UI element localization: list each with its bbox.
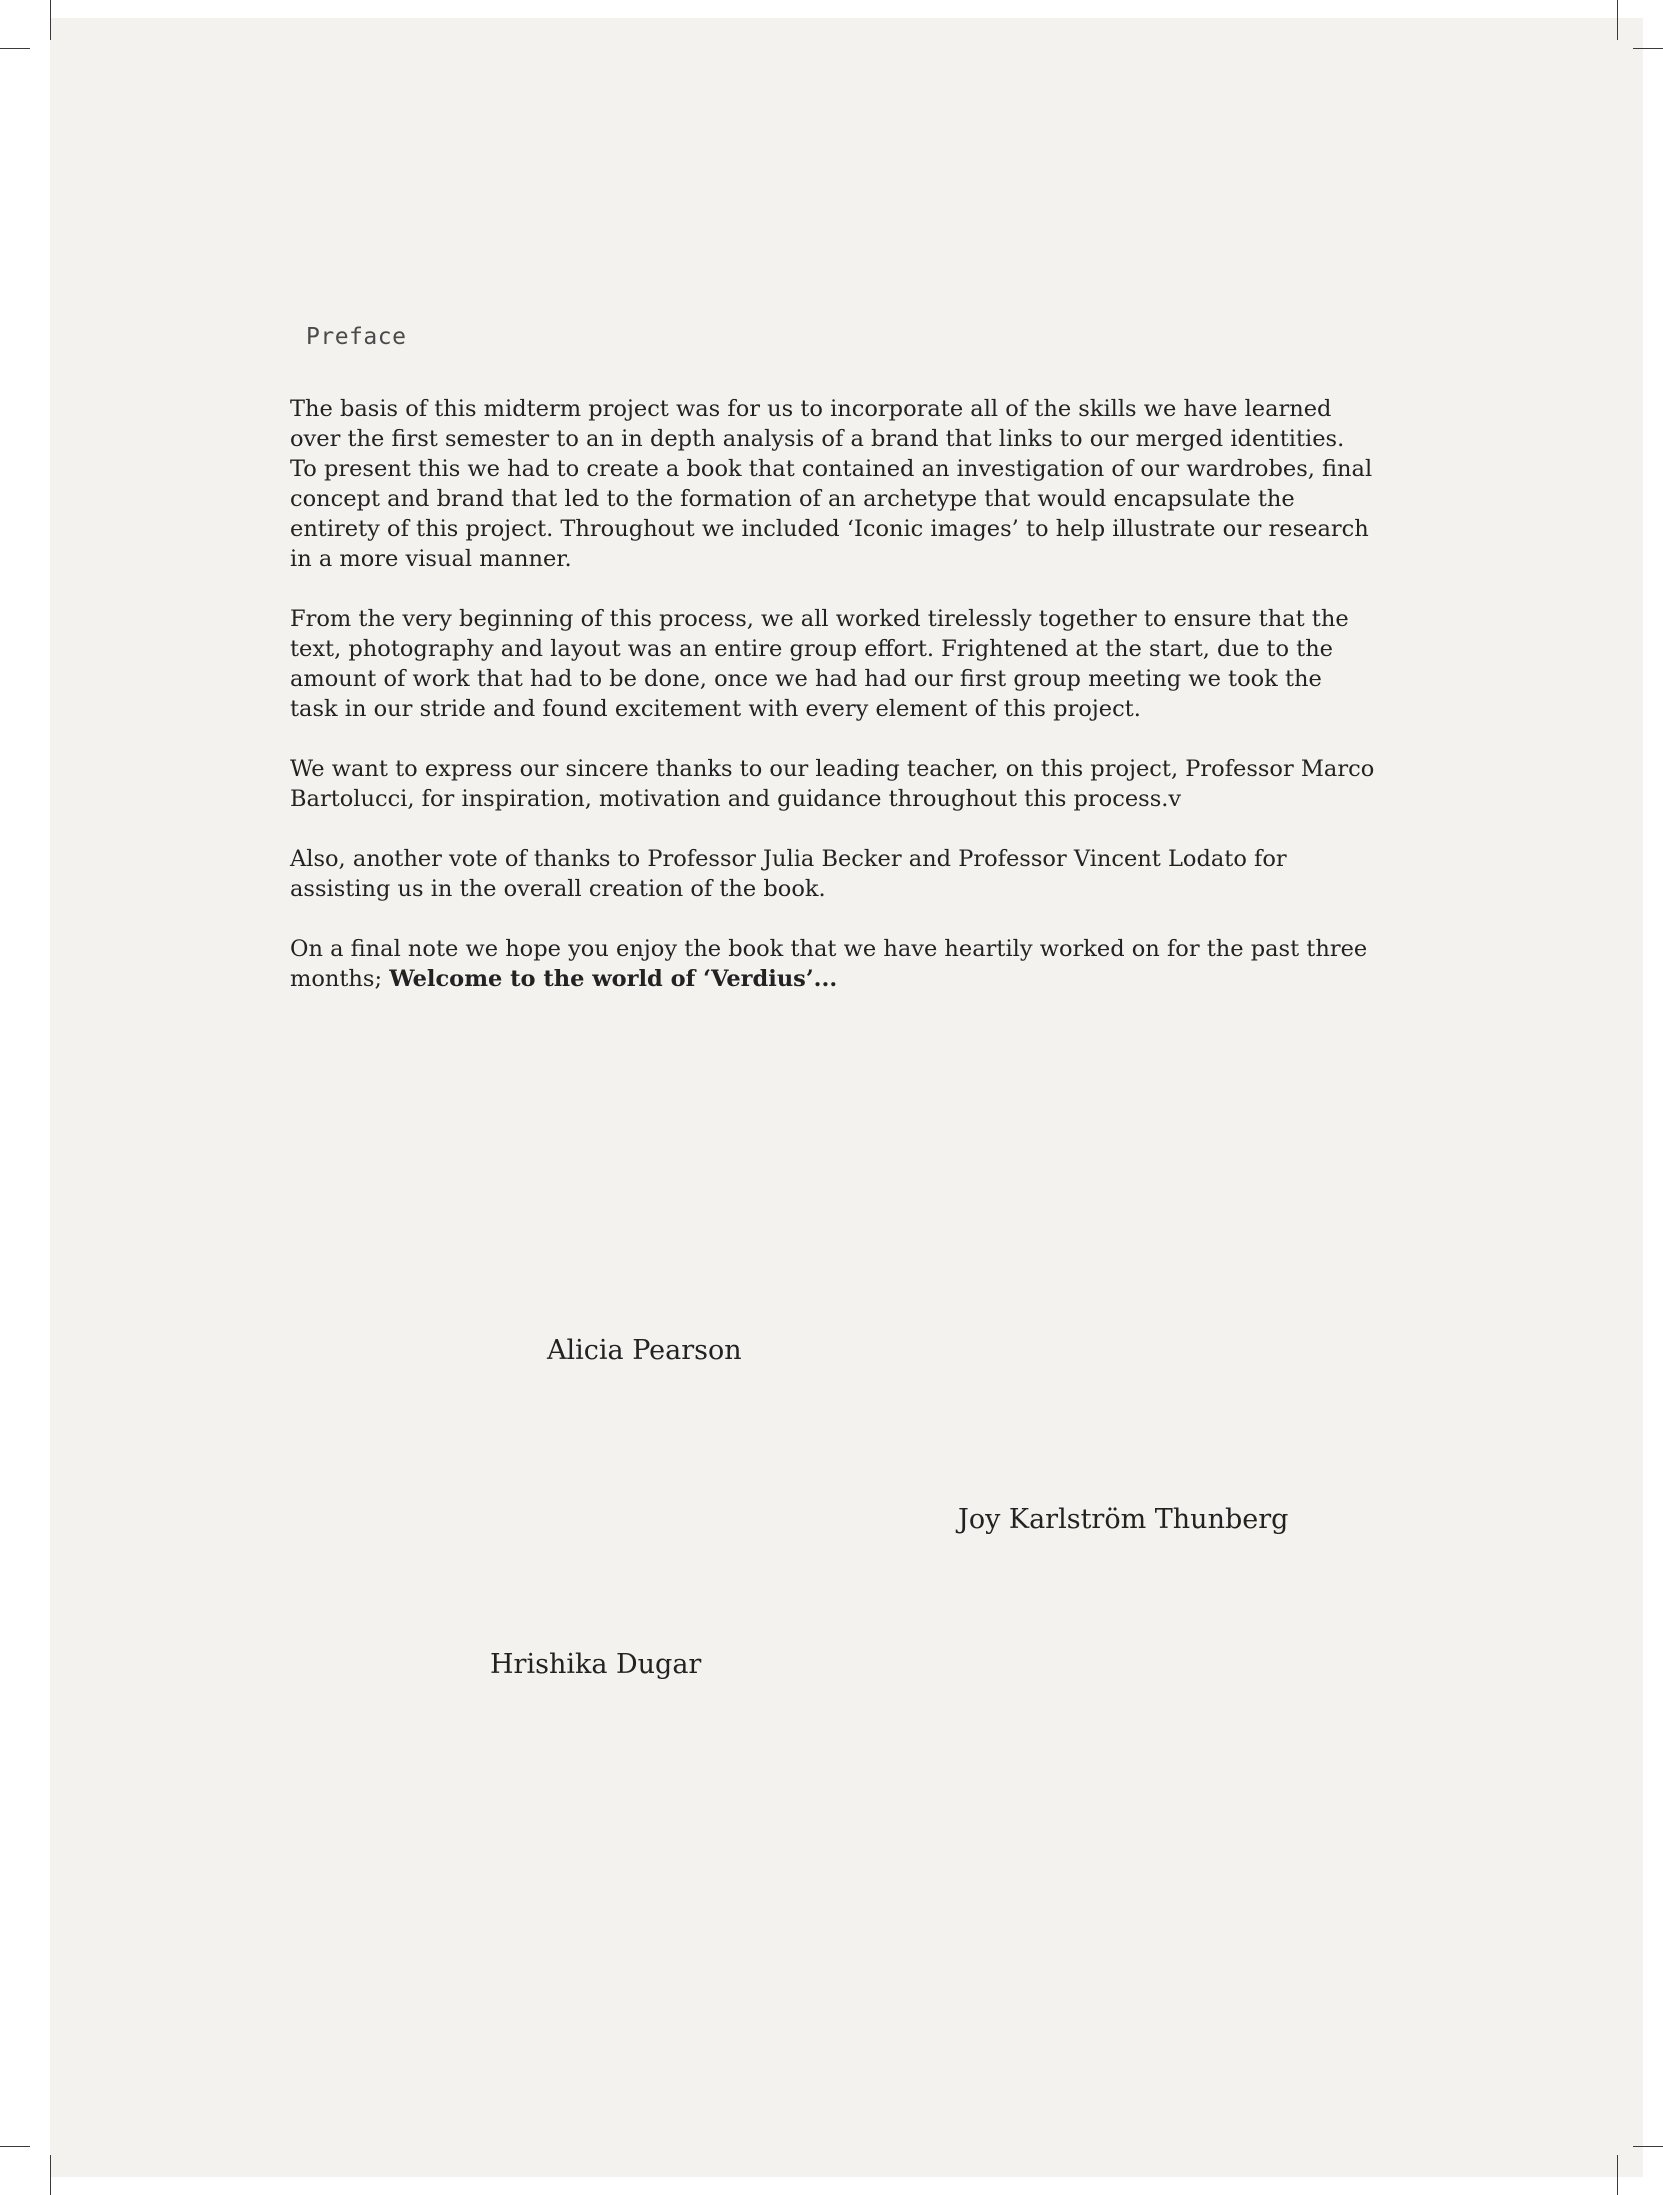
crop-mark-bottom-left [50, 2155, 51, 2195]
paragraph-basis: The basis of this midterm project was for us to incorporate all of the skills we have learned over the first semester to an in depth analysis of a brand that links to our merged identities. To present this we had to create a book that contained an investigation of our wardrobes, final concept and brand that led to the formation of an archetype that would encapsulate the entirety of this project. Throughout we included ‘Iconic images’ to help illustrate our research in a more visual manner. [290, 396, 1373, 572]
crop-mark-right-bottom [1633, 2146, 1663, 2147]
document-page [50, 18, 1643, 2177]
crop-mark-left-top [0, 48, 30, 49]
page-title: Preface [306, 324, 407, 350]
paragraph-thanks-professors: Also, another vote of thanks to Professor Julia Becker and Professor Vincent Lodato for assisting us in the overall creation of the book. [290, 846, 1287, 902]
paragraph-closing [290, 934, 1375, 994]
crop-mark-bottom-right [1617, 2155, 1618, 2195]
crop-mark-top-left [50, 0, 51, 40]
paragraph-process: From the very beginning of this process, we all worked tirelessly together to ensure that the text, photography and layout was an entire group effort. Frightened at the start, due to the amount of work that had to be done, once we had had our first group meeting we took the task in our stride and found excitement with every element of this project. [290, 606, 1349, 722]
closing-text: On a final note we hope you enjoy the book that we have heartily worked on for the past three months; [290, 936, 1368, 992]
paragraph-thanks-teacher: We want to express our sincere thanks to our leading teacher, on this project, Professor Marco Bartolucci, for inspiration, motivation and guidance throughout this process.v [290, 756, 1375, 812]
signature-hrishika-dugar: Hrishika Dugar [490, 1649, 702, 1680]
closing-emphasis: Welcome to the world of ‘Verdius’... [389, 966, 838, 992]
signature-alicia-pearson: Alicia Pearson [547, 1335, 742, 1366]
crop-mark-right-top [1633, 48, 1663, 49]
crop-mark-top-right [1617, 0, 1618, 40]
signature-joy-karlstrom-thunberg: Joy Karlström Thunberg [958, 1504, 1289, 1535]
crop-mark-left-bottom [0, 2146, 30, 2147]
preface-body [290, 394, 1375, 1024]
